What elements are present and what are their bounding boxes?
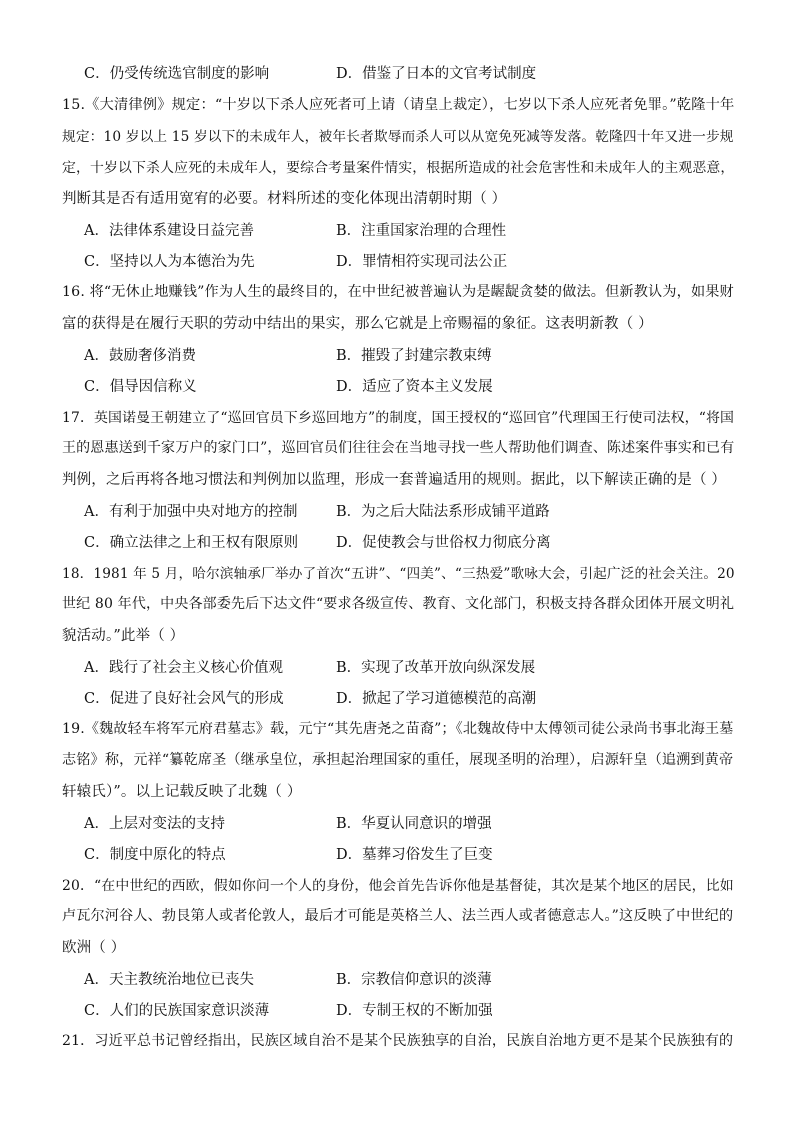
q20-stem-line-2: 卢瓦尔河谷人、勃艮第人或者伦敦人，最后才可能是英格兰人、法兰西人或者德意志人。”这反映了中世纪的 [62,908,734,924]
q20-option-c: C．人们的民族国家意识淡薄 [84,1003,270,1019]
q16-option-d: D．适应了资本主义发展 [336,379,493,395]
q17-stem-line-1: 17．英国诺曼王朝建立了“巡回官员下乡巡回地方”的制度，国王授权的“巡回官”代理国王行使司法权，“将国 [62,410,735,426]
q18-stem-line-1: 18．1981 年 5 月，哈尔滨轴承厂举办了首次“五讲”、“四美”、“三热爱”歌咏大会，引起广泛的社会关注。20 [62,566,735,582]
q19-option-c: C．制度中原化的特点 [84,847,226,863]
q17-option-c: C．确立法律之上和王权有限原则 [84,535,299,551]
q16-option-a: A．鼓励奢侈消费 [84,348,196,364]
q18-stem-line-2: 世纪 80 年代，中央各部委先后下达文件“要求各级宣传、教育、文化部门，积极支持各群众团体开展文明礼 [62,596,735,612]
q15-stem-line-4: 判断其是否有适用宽宥的必要。材料所述的变化体现出清朝时期（ ） [62,191,507,207]
q18-option-d: D．掀起了学习道德模范的高潮 [336,691,537,707]
q15-option-d: D．罪情相符实现司法公正 [336,254,508,270]
q19-option-d: D．墓葬习俗发生了巨变 [336,847,493,863]
q14-option-c: C．仍受传统选官制度的影响 [84,66,270,82]
q20-stem-line-3: 欧洲（ ） [62,940,126,956]
q15-option-c: C．坚持以人为本德治为先 [84,254,255,270]
q16-stem-line-2: 富的获得是在履行天职的劳动中结出的果实，那么它就是上帝赐福的象征。这表明新教（ ） [62,316,653,332]
q21-stem-line-1: 21．习近平总书记曾经指出，民族区域自治不是某个民族独享的自治，民族自治地方更不是某个民族独有的 [62,1033,734,1049]
q16-option-c: C．倡导因信称义 [84,379,197,395]
q16-stem-line-1: 16. 将“无休止地赚钱”作为人生的最终目的，在中世纪被普遍认为是龌龊贪婪的做法。但新教认为，如果财 [62,284,734,300]
q19-stem-line-1: 19.《魏故轻车将军元府君墓志》载，元宁“其先唐尧之苗裔”；《北魏故侍中太傅领司徒公录尚书事北海王墓 [62,721,734,737]
q17-option-a: A．有利于加强中央对地方的控制 [84,504,298,520]
q18-option-a: A．践行了社会主义核心价值观 [84,660,283,676]
q17-option-d: D．促使教会与世俗权力彻底分离 [336,535,551,551]
q20-option-d: D．专制王权的不断加强 [336,1003,493,1019]
q15-option-b: B．注重国家治理的合理性 [336,223,507,239]
q16-option-b: B．摧毁了封建宗教束缚 [336,348,492,364]
q17-stem-line-2: 王的恩惠送到千家万户的家门口”，巡回官员们往往会在当地寻找一些人帮助他们调查、陈述案件事实和已有 [62,440,735,456]
q19-option-b: B．华夏认同意识的增强 [336,816,492,832]
q18-stem-line-3: 貌活动。”此举（ ） [62,628,185,644]
q20-option-a: A．天主教统治地位已丧失 [84,972,254,988]
q15-option-a: A．法律体系建设日益完善 [84,223,254,239]
q17-option-b: B．为之后大陆法系形成铺平道路 [336,504,550,520]
q17-stem-line-3: 判例，之后再将各地习惯法和判例加以监理，形成一套普遍适用的规则。据此，以下解读正确的是（ ） [62,472,727,488]
q19-stem-line-2: 志铭》称，元祥“纂乾席圣（继承皇位，承担起治理国家的重任，展现圣明的治理），启源轩皇（追溯到黄帝 [62,752,734,768]
q18-option-b: B．实现了改革开放向纵深发展 [336,660,536,676]
q20-stem-line-1: 20．“在中世纪的西欧，假如你问一个人的身份，他会首先告诉你他是基督徒，其次是某个地区的居民，比如 [62,878,734,894]
q20-option-b: B．宗教信仰意识的淡薄 [336,972,492,988]
q14-option-d: D．借鉴了日本的文官考试制度 [336,66,537,82]
q15-stem-line-2: 规定：10 岁以上 15 岁以下的未成年人，被年长者欺辱而杀人可以从宽免死减等发落。乾隆四十年又进一步规 [62,129,734,145]
q15-stem-line-3: 定，十岁以下杀人应死的未成年人，要综合考量案件情实，根据所造成的社会危害性和未成年人的主观恶意， [62,160,735,176]
q19-option-a: A．上层对变法的支持 [84,816,225,832]
q19-stem-line-3: 轩辕氏）”。以上记载反映了北魏（ ） [62,784,302,800]
q18-option-c: C．促进了良好社会风气的形成 [84,691,284,707]
q15-stem-line-1: 15.《大清律例》规定：“十岁以下杀人应死者可上请（请皇上裁定），七岁以下杀人应死者免罪。”乾隆十年 [62,97,735,113]
